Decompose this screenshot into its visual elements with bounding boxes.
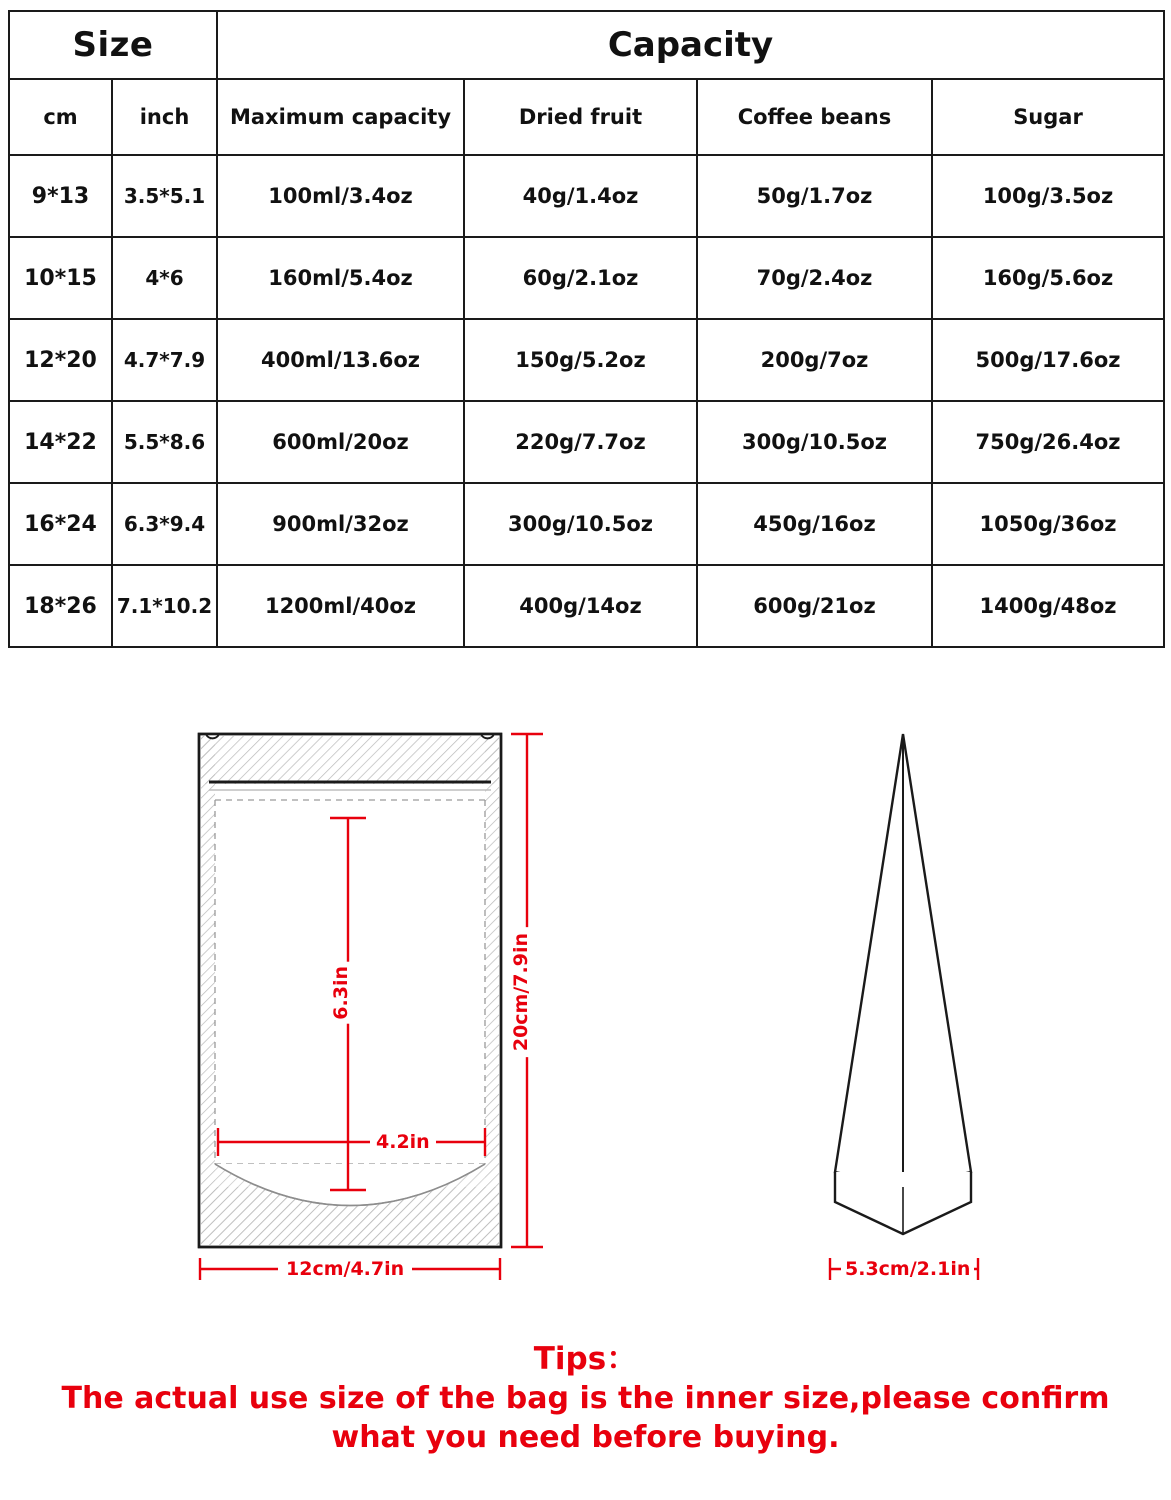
cell-cm: 9*13 [9, 155, 112, 237]
spec-table-container [8, 10, 1163, 648]
column-header-cm: cm [9, 79, 112, 155]
table-row [9, 237, 1164, 319]
cell-max: 1200ml/40oz [217, 565, 464, 647]
cell-coffee: 200g/7oz [697, 319, 932, 401]
cell-max: 900ml/32oz [217, 483, 464, 565]
cell-cm: 16*24 [9, 483, 112, 565]
table-row [9, 483, 1164, 565]
cell-inch: 3.5*5.1 [112, 155, 217, 237]
cell-dried: 400g/14oz [464, 565, 697, 647]
label-inner-width: 4.2in [370, 1131, 436, 1153]
column-header-dried-fruit: Dried fruit [464, 79, 697, 155]
cell-inch: 4.7*7.9 [112, 319, 217, 401]
cell-dried: 300g/10.5oz [464, 483, 697, 565]
cell-coffee: 600g/21oz [697, 565, 932, 647]
cell-cm: 10*15 [9, 237, 112, 319]
tips-block [0, 1340, 1171, 1457]
column-header-coffee-beans: Coffee beans [697, 79, 932, 155]
label-outer-height: 20cm/7.9in [510, 927, 532, 1057]
column-header-maximum-capacity: Maximum capacity [217, 79, 464, 155]
cell-inch: 5.5*8.6 [112, 401, 217, 483]
table-row [9, 319, 1164, 401]
column-header-sugar: Sugar [932, 79, 1164, 155]
cell-sugar: 160g/5.6oz [932, 237, 1164, 319]
pouch-side-view [835, 734, 971, 1234]
label-gusset-width: 5.3cm/2.1in [841, 1258, 974, 1280]
cell-inch: 6.3*9.4 [112, 483, 217, 565]
cell-coffee: 70g/2.4oz [697, 237, 932, 319]
cell-cm: 18*26 [9, 565, 112, 647]
cell-coffee: 50g/1.7oz [697, 155, 932, 237]
label-inner-height: 6.3in [330, 962, 352, 1024]
cell-cm: 14*22 [9, 401, 112, 483]
cell-sugar: 100g/3.5oz [932, 155, 1164, 237]
cell-sugar: 500g/17.6oz [932, 319, 1164, 401]
cell-inch: 4*6 [112, 237, 217, 319]
cell-sugar: 1400g/48oz [932, 565, 1164, 647]
cell-max: 600ml/20oz [217, 401, 464, 483]
table-column-header-row [9, 79, 1164, 155]
cell-dried: 220g/7.7oz [464, 401, 697, 483]
cell-coffee: 300g/10.5oz [697, 401, 932, 483]
cell-inch: 7.1*10.2 [112, 565, 217, 647]
group-header-size: Size [9, 11, 217, 79]
cell-sugar: 1050g/36oz [932, 483, 1164, 565]
tips-title: Tips： [533, 1341, 638, 1377]
cell-coffee: 450g/16oz [697, 483, 932, 565]
cell-max: 160ml/5.4oz [217, 237, 464, 319]
cell-sugar: 750g/26.4oz [932, 401, 1164, 483]
bag-diagram-svg [0, 672, 1171, 1312]
cell-max: 400ml/13.6oz [217, 319, 464, 401]
tips-line-2: what you need before buying. [331, 1419, 840, 1455]
spec-table [8, 10, 1165, 648]
group-header-capacity: Capacity [217, 11, 1164, 79]
table-row [9, 155, 1164, 237]
table-row [9, 401, 1164, 483]
cell-cm: 12*20 [9, 319, 112, 401]
cell-dried: 60g/2.1oz [464, 237, 697, 319]
label-outer-width: 12cm/4.7in [278, 1258, 412, 1280]
bag-diagram [0, 672, 1171, 1312]
cell-dried: 40g/1.4oz [464, 155, 697, 237]
column-header-inch: inch [112, 79, 217, 155]
table-row [9, 565, 1164, 647]
table-group-header-row [9, 11, 1164, 79]
cell-max: 100ml/3.4oz [217, 155, 464, 237]
cell-dried: 150g/5.2oz [464, 319, 697, 401]
tips-line-1: The actual use size of the bag is the inner size,please confirm [61, 1380, 1110, 1416]
